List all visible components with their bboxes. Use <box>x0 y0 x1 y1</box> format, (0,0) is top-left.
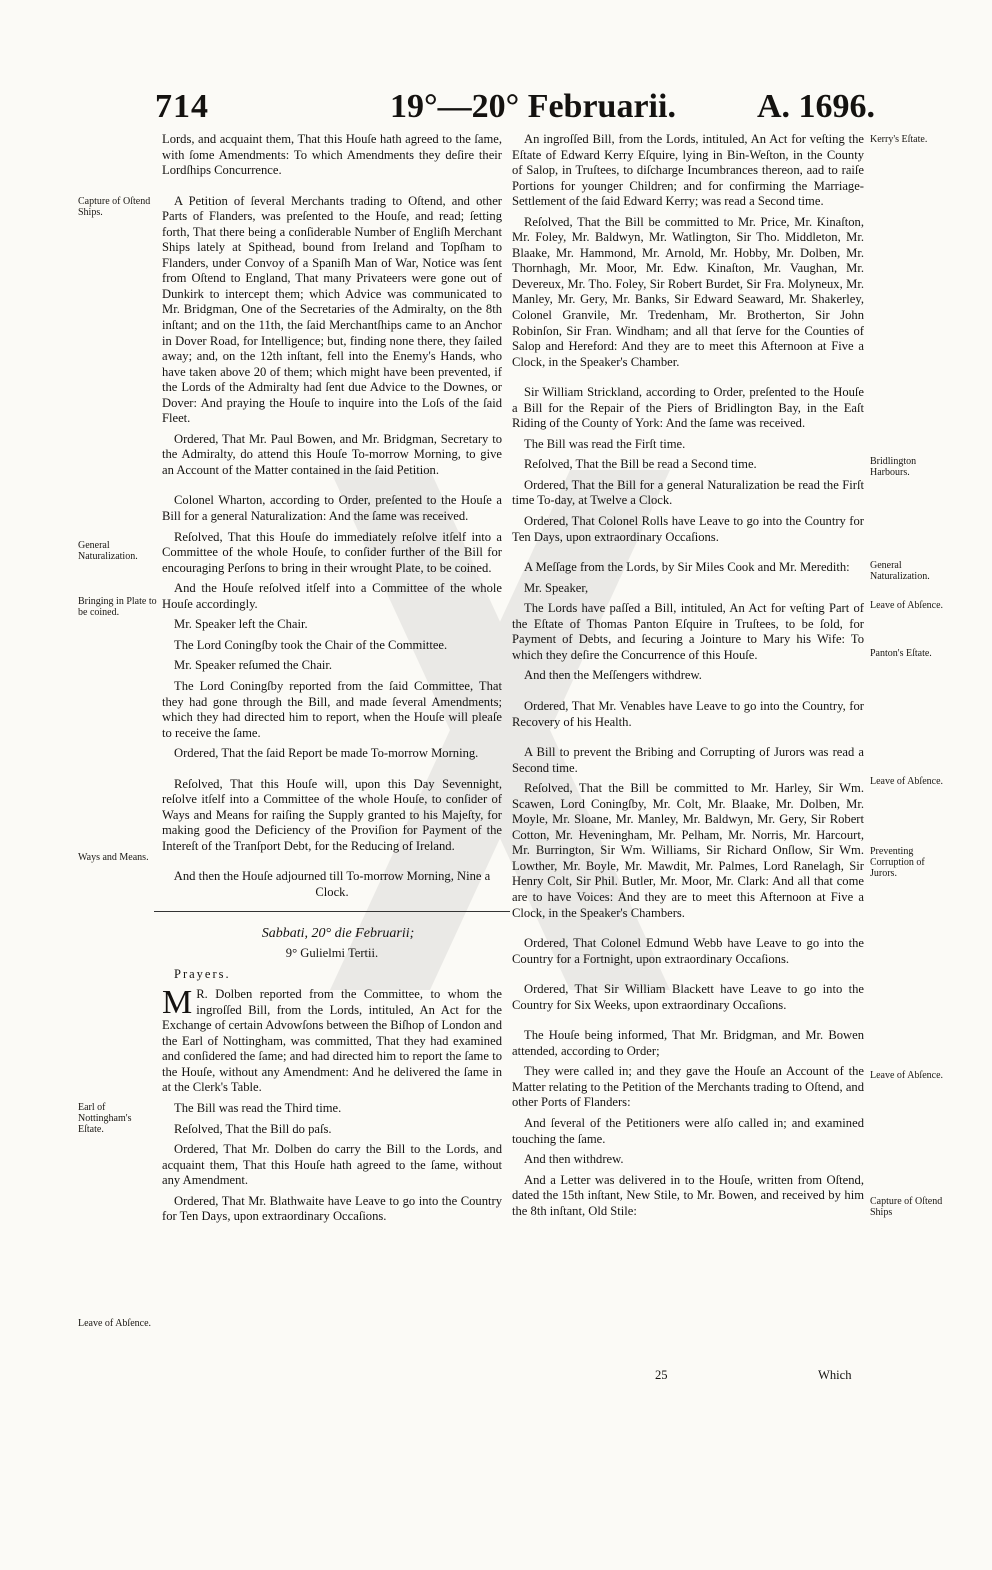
paragraph: The Lord Coningſby reported from the ſaid Committee, That they had gone through the Bill, and made ſeveral Amendments; which they had directed him to report, when the Houſe will pleaſe to receive the ſame. <box>162 678 502 740</box>
left-column <box>162 132 502 1230</box>
paragraph: A Petition of ſeveral Merchants trading to Oſtend, and other Parts of Flanders, was preſented to the Houſe, and read; ſetting forth, That there being a conſiderable Number of Engliſh Merchant Ships lately at Spithead, bound from Ireland and Topſham to Flanders, under Convoy of a Spaniſh Man of War, Notice was ſent from Oſtend to England, That many Privateers were gone out of Dunkirk to intercept them; which Advice was communicated to Mr. Bridgman, One of the Secretaries of the Admiralty, on the 8th inſtant; and on the 11th, the ſaid Merchantſhips came to an Anchor in Dover Road, for Intelligence; but, finding none there, they ſailed away; and, on the 12th inſtant, fell into the Enemy's Hands, who have taken above 20 of them; which might have been prevented, if the Lords of the Admiralty had ſent due Advice to the Downes, or Dover: And praying the Houſe to inquire into the Loſs of the ſaid Fleet. <box>162 193 502 426</box>
adjournment: And then the Houſe adjourned till To-morrow Morning, Nine a Clock. <box>173 869 491 899</box>
paragraph: Ordered, That the ſaid Report be made To-morrow Morning. <box>174 746 479 761</box>
page-header <box>155 88 875 128</box>
paragraph: They were called in; and they gave the Houſe an Account of the Matter relating to the Petition of the Merchants trading to Oſtend, and other Ports of Flanders: <box>512 1064 864 1110</box>
paragraph: The Lord Coningſby took the Chair of the Committee. <box>174 637 448 652</box>
paragraph: Ordered, That Mr. Dolben do carry the Bill to the Lords, and acquaint them, That this Houſe hath agreed to the ſame, without any Amendment. <box>162 1142 502 1188</box>
paragraph: Mr. Speaker reſumed the Chair. <box>174 658 333 673</box>
page-number: 714 <box>155 88 209 125</box>
margin-note: Leave of Abſence. <box>870 776 944 787</box>
margin-note: Capture of Oſtend Ships <box>870 1196 943 1218</box>
paragraph: The Bill was read the Firſt time. <box>524 436 686 451</box>
margin-note: General Naturalization. <box>78 540 138 562</box>
paragraph: The Houſe being informed, That Mr. Bridgman, and Mr. Bowen attended, according to Order; <box>512 1028 864 1058</box>
paragraph: Ordered, That Mr. Blathwaite have Leave to go into the Country for Ten Days, upon extraordinary Occaſions. <box>162 1193 502 1224</box>
margin-note: Ways and Means. <box>78 852 149 863</box>
margin-note: Leave of Abſence. <box>78 1318 152 1329</box>
margin-note: Leave of Abſence. <box>870 1070 944 1081</box>
margin-note: Panton's Eſtate. <box>870 648 932 659</box>
paragraph: Reſolved, That this Houſe will, upon this Day Sevennight, reſolve itſelf into a Committee of the whole Houſe, to conſider of Ways and Means for raiſing the Supply granted to his Majeſty, for making good the Deficiency of the Proviſion for Payment of the Intereſt of the Tranſport Debt, for the Reducing of Ireland. <box>162 776 502 853</box>
paragraph: Lords, and acquaint them, That this Houſe hath agreed to the ſame, with ſome Amendments: To which Amendments they deſire their Lordſhips Concurrence. <box>162 132 502 178</box>
regnal-year: 9° Gulielmi Tertii. <box>285 946 379 961</box>
paragraph: Ordered, That Colonel Edmund Webb have Leave to go into the Country for a Fortnight, upon extraordinary Occaſions. <box>512 936 864 966</box>
catchword: Which <box>818 1368 852 1382</box>
paragraph: Reſolved, That this Houſe do immediately reſolve itſelf into a Committee of the whole Houſe, to conſider further of the Bill for encouraging Perſons to bring in their wrought Plate, to be coined. <box>162 529 502 575</box>
paragraph: An ingroſſed Bill, from the Lords, intituled, An Act for veſting the Eſtate of Edward Kerry Eſquire, lying in Bin-Weſton, in the County of Salop, in Truſtees, to diſcharge Incumbrances thereon, aad to raiſe Portions for younger Children; and for confirming the Marriage-Settlement of the ſaid Edward Kerry; was read a Second time. <box>512 132 864 209</box>
paragraph: Reſolved, That the Bill do paſs. <box>174 1121 332 1136</box>
margin-note: Bridlington Harbours. <box>870 456 917 478</box>
paragraph: Ordered, That Mr. Venables have Leave to go into the Country, for Recovery of his Health. <box>512 698 864 729</box>
margin-note: Bringing in Plate to be coined. <box>78 596 157 618</box>
paragraph: Reſolved, That the Bill be committed to Mr. Harley, Sir Wm. Scawen, Lord Coningſby, Mr. Colt, Mr. Blaake, Mr. Dolben, Mr. Moyle, Mr. Sloane, Mr. Manley, Mr. Baldwyn, Mr. Gery, Sir Robert Cotton, Mr. Heveningham, Mr. Pelham, Mr. Norris, Mr. Harcourt, Mr. Burrington, Sir Wm. Williams, Sir Richard Onſlow, Sir Wm. Lowther, Mr. Boyle, Mr. Mawdit, Mr. Palmes, Lord Ranelagh, Sir Henry Colt, Sir Phil. Butler, Mr. Moor, Mr. Clark: And all that come are to have Voices: And they are to meet this Afternoon at Five a Clock, in the Speaker's Chambers. <box>512 781 864 920</box>
paragraph: And the Houſe reſolved itſelf into a Committee of the whole Houſe accordingly. <box>162 581 502 611</box>
paragraph: Mr. Speaker left the Chair. <box>174 617 308 632</box>
paragraph: Ordered, That the Bill for a general Naturalization be read the Firſt time To-day, at Twelve a Clock. <box>512 477 864 508</box>
paragraph: And then the Meſſengers withdrew. <box>524 668 702 683</box>
paragraph: Ordered, That Mr. Paul Bowen, and Mr. Bridgman, Secretary to the Admiralty, do attend this Houſe To-morrow Morning, to give an Account of the Matter contained in the ſaid Petition. <box>162 431 502 477</box>
day-heading: Sabbati, 20° die Februarii; <box>261 925 415 941</box>
header-year: A. 1696. <box>756 88 875 125</box>
paragraph: Ordered, That Colonel Rolls have Leave to go into the Country for Ten Days, upon extraordinary Occaſions. <box>512 514 864 544</box>
margin-note: General Naturalization. <box>870 560 930 582</box>
paragraph: And a Letter was delivered in to the Houſe, written from Oſtend, dated the 15th inſtant, New Stile, to Mr. Bowen, and received by him the 8th inſtant, Old Stile: <box>512 1172 864 1218</box>
paragraph: Mr. Speaker, <box>524 580 589 595</box>
paragraph: Sir William Strickland, according to Order, preſented to the Houſe a Bill for the Repair of the Piers of Bridlington Bay, in the Eaſt Riding of the County of York: And the ſame was received. <box>512 385 864 431</box>
drop-cap: M <box>162 984 193 1022</box>
right-column <box>512 132 864 1224</box>
dolben-report-text: R. Dolben reported from the Committee, to whom the ingroſſed Bill, from the Lords, intituled, An Act for the Exchange of certain Advowſons between the Biſhop of London and the Earl of Nottingham, was committed, That they had examined and conſidered the ſame; and had directed him to report the ſame to the Houſe, without any Amendment: And he delivered the ſame in at the Clerk's Table. <box>162 987 502 1095</box>
prayers-heading: Prayers. <box>174 966 231 981</box>
paragraph: Ordered, That Sir William Blackett have Leave to go into the Country for Six Weeks, upon extraordinary Occaſions. <box>512 982 864 1012</box>
margin-note: Kerry's Eſtate. <box>870 134 928 145</box>
signature-mark: 25 <box>655 1368 668 1382</box>
margin-note: Leave of Abſence. <box>870 600 944 611</box>
paragraph: Reſolved, That the Bill be read a Second time. <box>524 457 757 472</box>
paragraph: A Meſſage from the Lords, by Sir Miles Cook and Mr. Meredith: <box>524 560 850 575</box>
paragraph: A Bill to prevent the Bribing and Corrupting of Jurors was read a Second time. <box>512 745 864 775</box>
header-dates: 19°—20° Februarii. <box>390 88 676 125</box>
paragraph: The Bill was read the Third time. <box>174 1100 342 1115</box>
paragraph: And ſeveral of the Petitioners were alſo called in; and examined touching the ſame. <box>512 1115 864 1146</box>
paragraph: The Lords have paſſed a Bill, intituled, An Act for veſting Part of the Eſtate of Thomas Panton Eſquire in Truſtees, to be ſold, for Payment of Debts, and ſecuring a Jointure to Mary his Wife: To which they deſire the Concurrence of this Houſe. <box>512 601 864 662</box>
margin-note: Capture of Oſtend Ships. <box>78 196 151 218</box>
paragraph <box>162 984 502 1096</box>
paragraph: Reſolved, That the Bill be committed to Mr. Price, Mr. Kinaſton, Mr. Foley, Mr. Baldwyn, Mr. Watlington, Sir Tho. Middleton, Mr. Blaake, Mr. Hammond, Mr. Arnold, Mr. Hobby, Mr. Dolben, Mr. Thornhagh, Mr. Moor, Mr. Edw. Kinaſton, Mr. Vaughan, Mr. Devereux, Mr. Tho. Foley, Sir Robert Burdet, Sir Fra. Molyneux, Mr. Manley, Mr. Gery, Mr. Banks, Sir Edward Seaward, Mr. Shakerley, Colonel Granvile, Mr. Tredenham, Mr. Brotherton, Sir John Robinſon, Sir Fran. Windham; and all that ſerve for the Counties of Salop and Hereford: And they are to meet this Afternoon at Five a Clock, in the Speaker's Chamber. <box>512 214 864 369</box>
margin-note: Preventing Corruption of Jurors. <box>870 846 925 879</box>
paragraph: And then withdrew. <box>524 1152 624 1167</box>
section-divider <box>154 911 510 912</box>
margin-note: Earl of Nottingham's Eſtate. <box>78 1102 132 1135</box>
paragraph: Colonel Wharton, according to Order, preſented to the Houſe a Bill for a general Naturalization: And the ſame was received. <box>162 493 502 524</box>
